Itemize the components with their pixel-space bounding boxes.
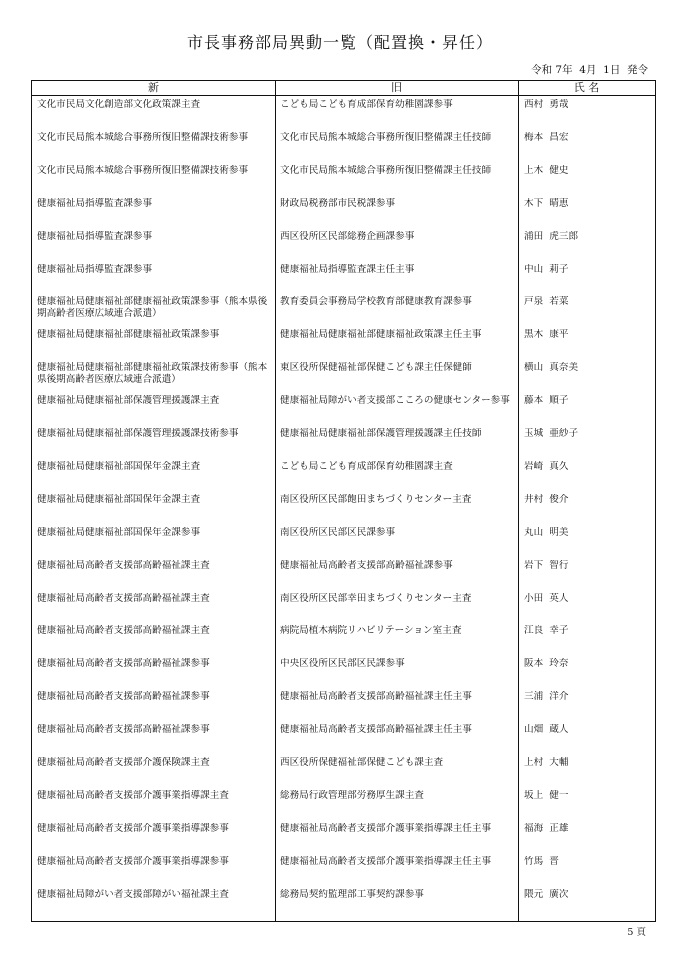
- name-cell: 山畑 蔵人: [524, 724, 569, 736]
- old-position-cell: 健康福祉局障がい者支援部こころの健康センター参事: [280, 395, 510, 407]
- old-position-cell: 健康福祉局健康福祉部健康福祉政策課主任主事: [280, 329, 482, 341]
- new-position-cell: 健康福祉局健康福祉部国保年金課主査: [37, 493, 201, 505]
- table-row: [32, 326, 655, 359]
- header-name: 氏 名: [573, 81, 600, 94]
- table-row: [32, 886, 655, 919]
- old-position-cell: 総務局行政管理部労務厚生課主査: [280, 789, 424, 801]
- name-cell: 岩下 智行: [524, 559, 569, 571]
- new-position-cell: 健康福祉局指導監査課参事: [37, 197, 153, 209]
- name-cell: 阪本 玲奈: [524, 658, 569, 670]
- new-position-cell: 健康福祉局高齢者支援部高齢福祉課主査: [37, 625, 210, 637]
- name-cell: 隈元 廣次: [524, 888, 569, 900]
- old-position-cell: 文化市民局熊本城総合事務所復旧整備課主任技師: [280, 131, 492, 143]
- old-position-cell: 文化市民局熊本城総合事務所復旧整備課主任技師: [280, 164, 492, 176]
- table-row: [32, 853, 655, 886]
- new-position-cell: 健康福祉局健康福祉部国保年金課主査: [37, 460, 201, 472]
- table-row: [32, 491, 655, 524]
- table-row: [32, 820, 655, 853]
- name-cell: 井村 俊介: [524, 493, 569, 505]
- new-position-cell: 健康福祉局健康福祉部健康福祉政策課参事: [37, 329, 220, 341]
- old-position-cell: 総務局契約監理部工事契約課参事: [280, 888, 424, 900]
- name-cell: 上木 健史: [524, 164, 569, 176]
- table-row: [32, 688, 655, 721]
- old-position-cell: 病院局植木病院リハビリテーション室主査: [280, 625, 462, 637]
- new-position-cell: 文化市民局熊本城総合事務所復旧整備課技術参事: [37, 131, 249, 143]
- table-row: [32, 524, 655, 557]
- transfer-table: [31, 80, 656, 922]
- name-cell: 戸泉 若菜: [524, 296, 569, 308]
- name-cell: 三浦 洋介: [524, 691, 569, 703]
- name-cell: 竹馬 晋: [524, 855, 559, 867]
- new-position-cell: 文化市民局文化創造部文化政策課主査: [37, 99, 201, 110]
- table-row: [32, 557, 655, 590]
- old-position-cell: 東区役所保健福祉部保健こども課主任保健師: [280, 362, 472, 374]
- old-position-cell: 健康福祉局高齢者支援部高齢福祉課主任主事: [280, 724, 472, 736]
- document-title: 市長事務部局異動一覧（配置換・昇任）: [186, 33, 493, 52]
- old-position-cell: こども局こども育成部保育幼稚園課参事: [280, 99, 453, 110]
- table-row: [32, 425, 655, 458]
- table-row: [32, 359, 655, 392]
- new-position-cell: 健康福祉局高齢者支援部高齢福祉課参事: [37, 724, 210, 736]
- old-position-cell: 財政局税務部市民税課参事: [280, 197, 396, 209]
- new-position-cell: 健康福祉局高齢者支援部介護事業指導課参事: [37, 855, 229, 867]
- name-cell: 横山 真奈美: [524, 362, 579, 374]
- new-position-cell: 健康福祉局高齢者支援部高齢福祉課参事: [37, 658, 210, 670]
- new-position-cell: 健康福祉局高齢者支援部介護事業指導課主査: [37, 789, 229, 801]
- name-cell: 小田 英人: [524, 592, 569, 604]
- table-row: [32, 458, 655, 491]
- name-cell: 岩崎 真久: [524, 460, 569, 472]
- table-row: [32, 622, 655, 655]
- table-row: [32, 655, 655, 688]
- new-position-cell: 健康福祉局高齢者支援部介護保険課主査: [37, 757, 210, 768]
- name-cell: 上村 大輔: [524, 757, 569, 768]
- old-position-cell: こども局こども育成部保育幼稚園課主査: [280, 460, 453, 472]
- old-position-cell: 健康福祉局高齢者支援部高齢福祉課主任主事: [280, 691, 472, 703]
- table-row: [32, 195, 655, 228]
- old-position-cell: 教育委員会事務局学校教育部健康教育課参事: [280, 296, 472, 308]
- page-number: 5 頁: [627, 927, 646, 938]
- table-row: [32, 261, 655, 294]
- table-row: [32, 392, 655, 425]
- new-position-cell: 健康福祉局障がい者支援部障がい福祉課主査: [37, 888, 229, 900]
- old-position-cell: 健康福祉局健康福祉部保護管理援護課主任技師: [280, 428, 482, 439]
- new-position-cell: 健康福祉局健康福祉部健康福祉政策課技術参事（熊本県後期高齢者医療広域連合派遣）: [37, 362, 268, 386]
- header-old: 旧: [391, 81, 402, 94]
- old-position-cell: 南区役所区民部飽田まちづくりセンター主査: [280, 493, 472, 505]
- new-position-cell: 健康福祉局高齢者支援部高齢福祉課参事: [37, 691, 210, 703]
- old-position-cell: 南区役所区民部幸田まちづくりセンター主査: [280, 592, 472, 604]
- old-position-cell: 西区役所保健福祉部保健こども課主査: [280, 757, 444, 768]
- name-cell: 藤本 順子: [524, 395, 569, 407]
- old-position-cell: 西区役所区民部総務企画課参事: [280, 230, 415, 242]
- table-row: [32, 162, 655, 195]
- table-row: [32, 721, 655, 754]
- new-position-cell: 健康福祉局健康福祉部健康福祉政策課参事（熊本県後期高齢者医療広域連合派遣）: [37, 296, 268, 320]
- name-cell: 梅本 昌宏: [524, 131, 569, 143]
- name-cell: 浦田 虎三郎: [524, 230, 579, 242]
- table-row: [32, 129, 655, 162]
- name-cell: 福海 正雄: [524, 822, 569, 834]
- table-row: [32, 754, 655, 787]
- new-position-cell: 健康福祉局指導監査課参事: [37, 263, 153, 275]
- old-position-cell: 健康福祉局高齢者支援部介護事業指導課主任主事: [280, 855, 492, 867]
- header-new: 新: [148, 81, 159, 94]
- table-row: [32, 96, 655, 129]
- name-cell: 中山 莉子: [524, 263, 569, 275]
- name-cell: 西村 勇哉: [524, 99, 569, 110]
- new-position-cell: 健康福祉局高齢者支援部高齢福祉課主査: [37, 559, 210, 571]
- new-position-cell: 健康福祉局健康福祉部保護管理援護課技術参事: [37, 428, 239, 439]
- old-position-cell: 健康福祉局指導監査課主任主事: [280, 263, 415, 275]
- table-row: [32, 293, 655, 326]
- issue-date: 令和 7年 4月 1日 発令: [531, 64, 648, 76]
- name-cell: 丸山 明美: [524, 526, 569, 538]
- new-position-cell: 健康福祉局高齢者支援部高齢福祉課主査: [37, 592, 210, 604]
- old-position-cell: 中央区役所区民部区民課参事: [280, 658, 405, 670]
- old-position-cell: 南区役所区民部区民課参事: [280, 526, 396, 538]
- old-position-cell: 健康福祉局高齢者支援部介護事業指導課主任主事: [280, 822, 492, 834]
- new-position-cell: 健康福祉局健康福祉部国保年金課参事: [37, 526, 201, 538]
- table-row: [32, 590, 655, 623]
- table-row: [32, 787, 655, 820]
- name-cell: 玉城 亜紗子: [524, 428, 579, 439]
- table-row: [32, 228, 655, 261]
- name-cell: 坂上 健一: [524, 789, 569, 801]
- name-cell: 黒木 康平: [524, 329, 569, 341]
- new-position-cell: 文化市民局熊本城総合事務所復旧整備課技術参事: [37, 164, 249, 176]
- new-position-cell: 健康福祉局高齢者支援部介護事業指導課参事: [37, 822, 229, 834]
- name-cell: 江良 幸子: [524, 625, 569, 637]
- old-position-cell: 健康福祉局高齢者支援部高齢福祉課参事: [280, 559, 453, 571]
- name-cell: 木下 晴恵: [524, 197, 569, 209]
- new-position-cell: 健康福祉局指導監査課参事: [37, 230, 153, 242]
- new-position-cell: 健康福祉局健康福祉部保護管理援護課主査: [37, 395, 220, 407]
